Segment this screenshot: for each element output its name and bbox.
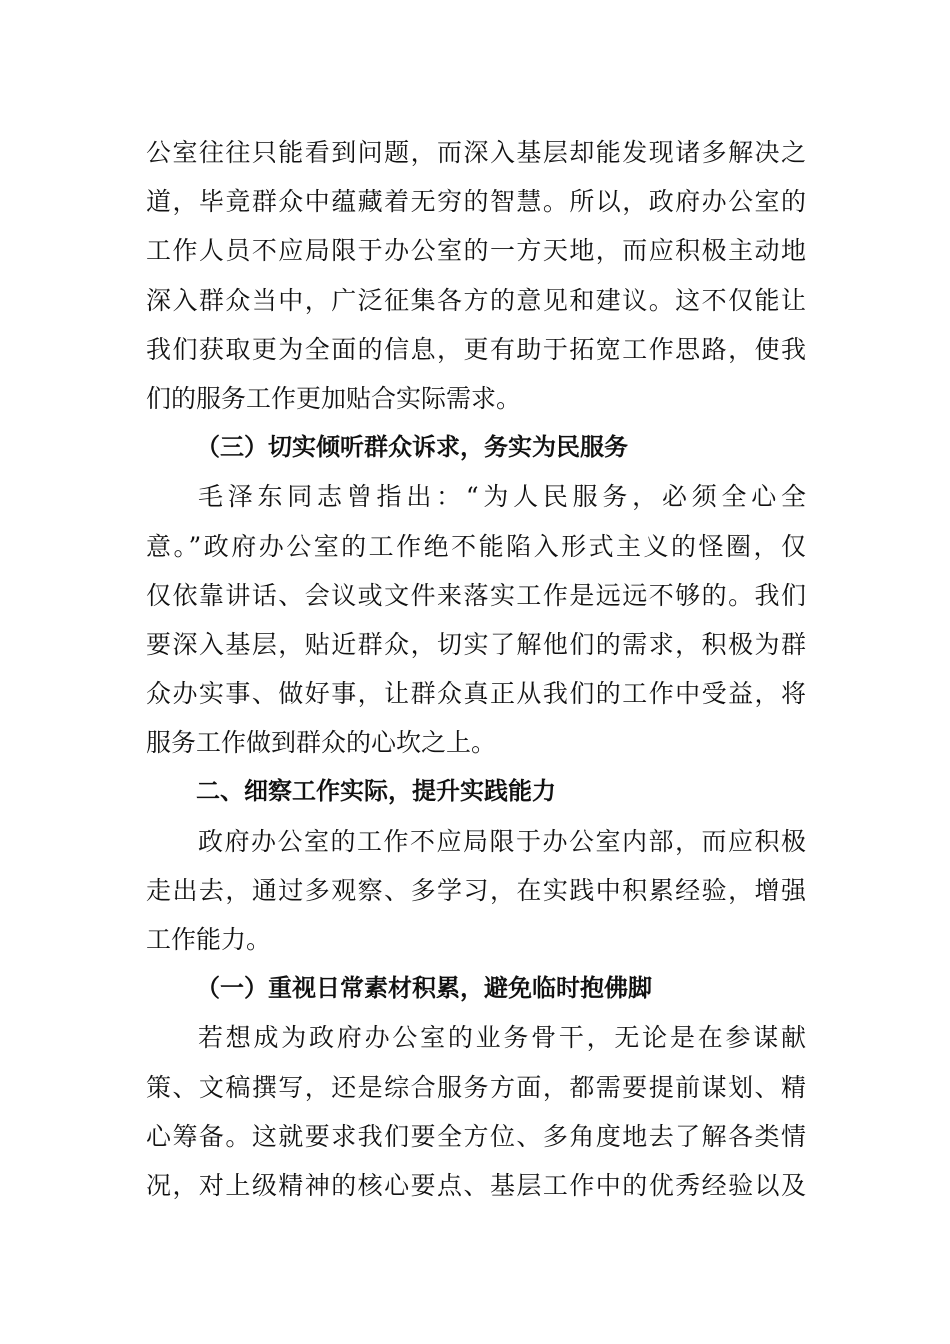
- paragraph-line: 道，毕竟群众中蕴藏着无穷的智慧。所以，政府办公室的: [146, 187, 806, 217]
- section-heading: （一）重视日常素材积累，避免临时抱佛脚: [196, 974, 652, 1003]
- document-body: [146, 128, 806, 1210]
- paragraph-line: 深入群众当中，广泛征集各方的意见和建议。这不仅能让: [146, 285, 806, 315]
- paragraph-line: 心筹备。这就要求我们要全方位、多角度地去了解各类情: [146, 1121, 806, 1151]
- chapter-heading: 二、细察工作实际，提升实践能力: [196, 777, 556, 806]
- paragraph-line: 众办实事、做好事，让群众真正从我们的工作中受益，将: [146, 679, 806, 709]
- paragraph-line: 策、文稿撰写，还是综合服务方面，都需要提前谋划、精: [146, 1072, 806, 1102]
- paragraph-line: 意。”政府办公室的工作绝不能陷入形式主义的怪圈，仅: [146, 531, 806, 561]
- paragraph-line: 若想成为政府办公室的业务骨干，无论是在参谋献: [198, 1023, 806, 1053]
- paragraph-line: 服务工作做到群众的心坎之上。: [146, 728, 497, 758]
- paragraph-line: 仅依靠讲话、会议或文件来落实工作是远远不够的。我们: [146, 580, 806, 610]
- paragraph-line: 公室往往只能看到问题，而深入基层却能发现诸多解决之: [146, 138, 806, 167]
- paragraph-line: 工作人员不应局限于办公室的一方天地，而应积极主动地: [146, 236, 806, 266]
- section-heading: （三）切实倾听群众诉求，务实为民服务: [196, 433, 628, 462]
- paragraph-line: 工作能力。: [146, 925, 272, 954]
- paragraph-line: 走出去，通过多观察、多学习，在实践中积累经验，增强: [146, 875, 806, 905]
- paragraph-line: 我们获取更为全面的信息，更有助于拓宽工作思路，使我: [146, 334, 806, 364]
- paragraph-line: 们的服务工作更加贴合实际需求。: [146, 383, 522, 413]
- paragraph-line: 况，对上级精神的核心要点、基层工作中的优秀经验以及: [146, 1170, 806, 1200]
- paragraph-line: 毛泽东同志曾指出：“为人民服务，必须全心全: [198, 482, 806, 512]
- paragraph-line: 政府办公室的工作不应局限于办公室内部，而应积极: [198, 826, 806, 856]
- paragraph-line: 要深入基层，贴近群众，切实了解他们的需求，积极为群: [146, 629, 806, 659]
